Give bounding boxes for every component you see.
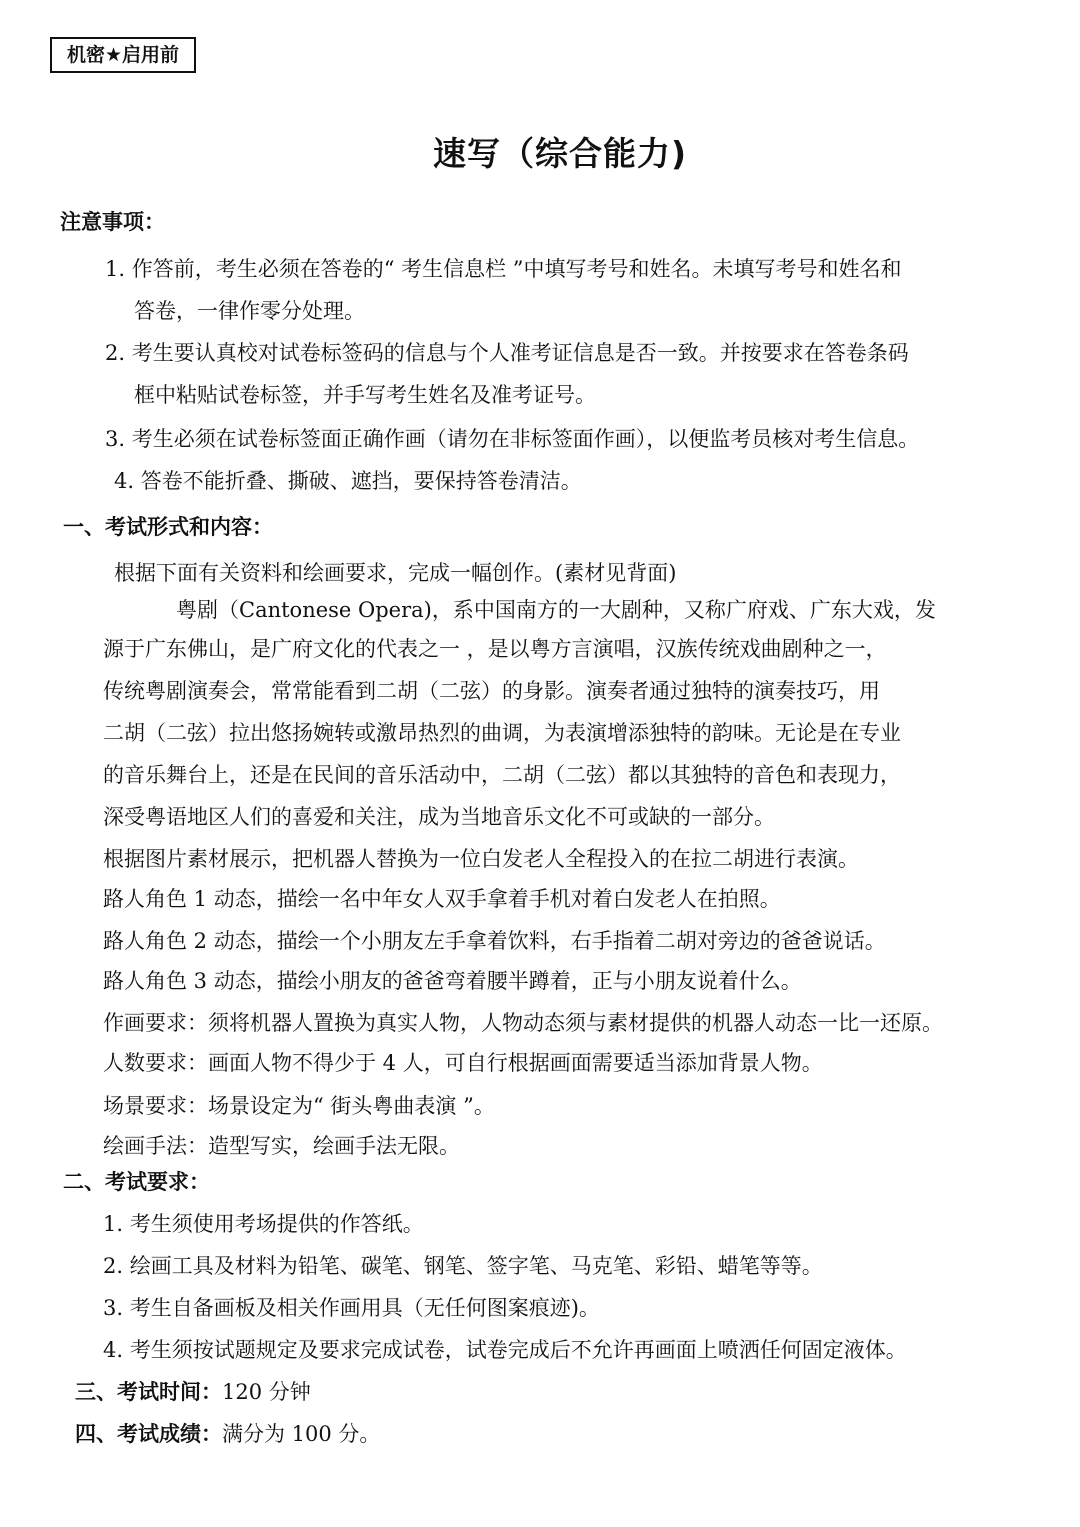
section3-heading: 三、考试时间： [75,1380,222,1404]
notice-heading: 注意事项： [60,210,165,234]
notice-line-1: 1. 作答前，考生必须在答卷的“ 考生信息栏 ”中填写考号和姓名。未填写考号和姓名和 [105,257,902,281]
section2-line-4: 4. 考生须按试题规定及要求完成试卷，试卷完成后不允许再画面上喷洒任何固定液体。 [103,1338,907,1362]
notice-line-1b: 答卷，一律作零分处理。 [134,299,365,323]
section1-line-11: 路人角色 3 动态，描绘小朋友的爸爸弯着腰半蹲着，正与小朋友说着什么。 [103,969,802,993]
notice-line-4: 4. 答卷不能折叠、撕破、遮挡，要保持答卷清洁。 [114,469,582,493]
notice-line-2b: 框中粘贴试卷标签，并手写考生姓名及准考证号。 [134,383,596,407]
section2-line-3: 3. 考生自备画板及相关作画用具（无任何图案痕迹)。 [103,1296,600,1320]
section2-heading: 二、考试要求： [63,1170,210,1194]
section1-line-14: 场景要求：场景设定为“ 街头粤曲表演 ”。 [103,1094,495,1118]
section1-line-1: 根据下面有关资料和绘画要求，完成一幅创作。(素材见背面) [114,561,677,585]
section1-line-12: 作画要求：须将机器人置换为真实人物，人物动态须与素材提供的机器人动态一比一还原。 [103,1011,943,1035]
section1-line-13: 人数要求：画面人物不得少于 4 人，可自行根据画面需要适当添加背景人物。 [103,1051,823,1075]
section1-line-7: 深受粤语地区人们的喜爱和关注，成为当地音乐文化不可或缺的一部分。 [103,805,775,829]
confidential-stamp: 机密★启用前 [50,37,196,73]
section4-row [75,1419,380,1449]
section4-value: 满分为 100 分。 [222,1422,381,1446]
section1-line-6: 的音乐舞台上，还是在民间的音乐活动中，二胡（二弦）都以其独特的音色和表现力， [103,763,901,787]
section1-line-9: 路人角色 1 动态，描绘一名中年女人双手拿着手机对着白发老人在拍照。 [103,887,781,911]
section3-row [75,1377,311,1407]
section1-line-2: 粤剧（Cantonese Opera)，系中国南方的一大剧种，又称广府戏、广东大戏，发 [176,598,936,622]
section1-line-10: 路人角色 2 动态，描绘一个小朋友左手拿着饮料，右手指着二胡对旁边的爸爸说话。 [103,929,886,953]
section1-line-5: 二胡（二弦）拉出悠扬婉转或激昂热烈的曲调，为表演增添独特的韵味。无论是在专业 [103,721,901,745]
section4-heading: 四、考试成绩： [75,1422,222,1446]
section3-value: 120 分钟 [222,1380,311,1404]
section1-line-8: 根据图片素材展示，把机器人替换为一位白发老人全程投入的在拉二胡进行表演。 [103,847,859,871]
notice-line-3: 3. 考生必须在试卷标签面正确作画（请勿在非标签面作画），以便监考员核对考生信息。 [105,427,920,451]
section1-line-15: 绘画手法：造型写实，绘画手法无限。 [103,1134,460,1158]
section1-heading: 一、考试形式和内容： [63,515,273,539]
section1-line-4: 传统粤剧演奏会，常常能看到二胡（二弦）的身影。演奏者通过独特的演奏技巧，用 [103,679,880,703]
section1-line-3: 源于广东佛山，是广府文化的代表之一 ，是以粤方言演唱，汉族传统戏曲剧种之一， [103,637,887,661]
section2-line-1: 1. 考生须使用考场提供的作答纸。 [103,1212,424,1236]
notice-line-2: 2. 考生要认真校对试卷标签码的信息与个人准考证信息是否一致。并按要求在答卷条码 [105,341,909,365]
section2-line-2: 2. 绘画工具及材料为铅笔、碳笔、钢笔、签字笔、马克笔、彩铅、蜡笔等等。 [103,1254,823,1278]
page-title: 速写（综合能力) [432,134,688,173]
